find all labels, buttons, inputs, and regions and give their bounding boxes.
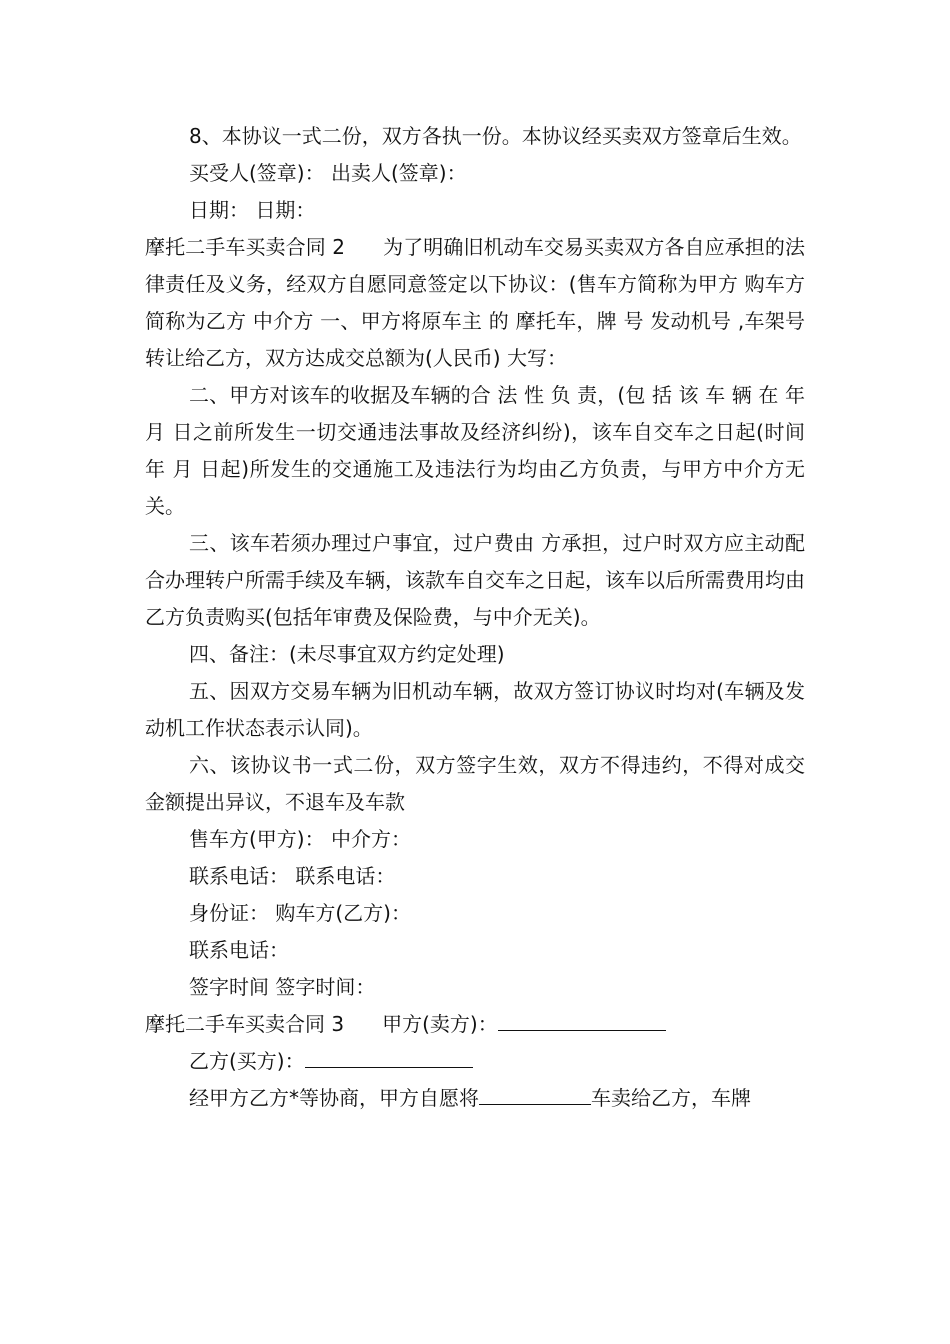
contract-3-clause-start: 经甲方乙方*等协商，甲方自愿将 [189,1086,479,1110]
document-body [145,118,805,1117]
contract-3-clause-end: 车卖给乙方，车牌 [591,1086,751,1110]
contract-3-heading-line [145,1006,805,1043]
contract-2-signature-id-buyer: 身份证： 购车方(乙方)： [189,901,411,925]
contract-3-heading: 摩托二手车买卖合同 3 [145,1012,345,1036]
contract-2-heading: 摩托二手车买卖合同 2 [145,235,346,259]
contract-2-item-3: 三、该车若须办理过户事宜，过户费由 方承担，过户时双方应主动配合办理转户所需手续及车辆，该款车自交车之日起，该车以后所需费用均由乙方负责购买(包括年审费及保险费，与中介无关)。 [145,531,805,629]
contract-2-intro: 为了明确旧机动车交易买卖双方各自应承担的法律责任及义务，经双方自愿同意签定以下协议：(售车方简称为甲方 购车方简称为乙方 中介方 一、甲方将原车主 的 摩托车，牌 号 发动机号 ,车架号 转让给乙方，双方达成交总额为(人民币) 大写： [145,235,805,370]
signature-line-buyer-seller: 买受人(签章)： 出卖人(签章)： [189,161,467,185]
clause-8: 8、本协议一式二份，双方各执一份。本协议经买卖双方签章后生效。 [189,124,802,148]
signature-line-dates: 日期： 日期： [189,198,316,222]
contract-3-clause-line [145,1080,805,1117]
contract-2-item-5: 五、因双方交易车辆为旧机动车辆，故双方签订协议时均对(车辆及发动机工作状态表示认同)。 [145,679,805,740]
contract-2-signature-phones: 联系电话： 联系电话： [189,864,396,888]
party-a-blank [498,1010,666,1031]
contract-2-item-2: 二、甲方对该车的收据及车辆的合 法 性 负 责，(包 括 该 车 辆 在 年 月 日之前所发生一切交通违法事故及经济纠纷)，该车自交车之日起(时间 年 月 日起)所发生的交通施工及违法行为均由乙方负责，与甲方中介方无关。 [145,383,805,518]
contract-2-signature-phone: 联系电话： [189,938,289,962]
contract-2-item-4: 四、备注：(未尽事宜双方约定处理) [189,642,505,666]
contract-2-signature-times: 签字时间 签字时间： [189,975,376,999]
contract-2-signature-seller-agent: 售车方(甲方)： 中介方： [189,827,411,851]
contract-3-party-b: 乙方(买方)： [189,1049,305,1073]
contract-3-party-b-line [145,1043,805,1080]
vehicle-blank [479,1084,591,1105]
contract-2-item-6: 六、该协议书一式二份，双方签字生效，双方不得违约，不得对成交金额提出异议，不退车及车款 [145,753,805,814]
contract-2-intro-paragraph [145,229,805,377]
party-b-blank [305,1047,473,1068]
contract-3-party-a: 甲方(卖方)： [382,1012,498,1036]
